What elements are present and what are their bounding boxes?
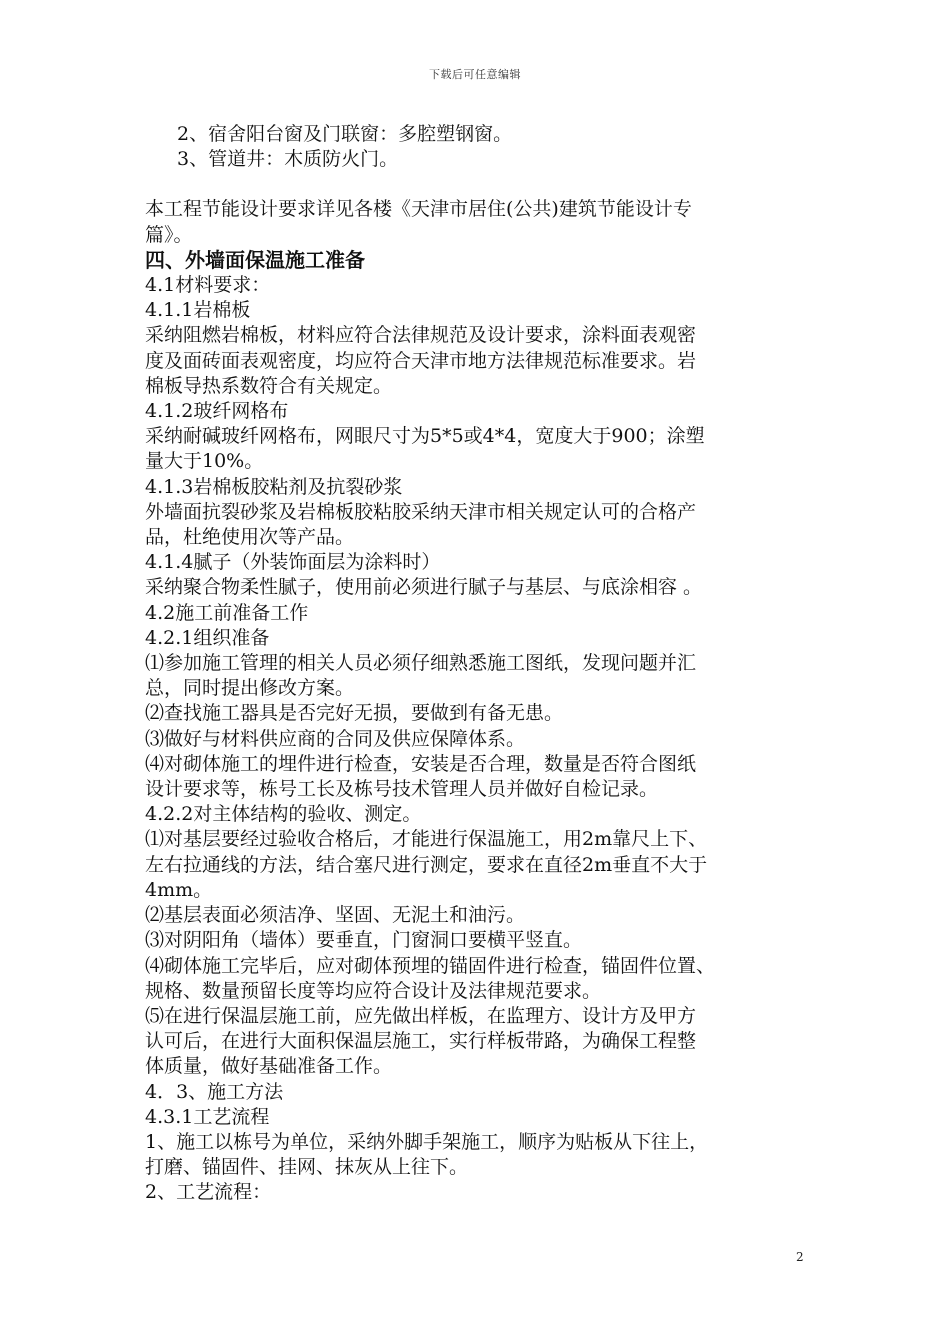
paragraph-line: 采纳阻燃岩棉板，材料应符合法律规范及设计要求，涂料面表观密 xyxy=(145,324,697,347)
paragraph-line: 量大于10%。 xyxy=(145,450,264,473)
paragraph-line: 4.1.3岩棉板胶粘剂及抗裂砂浆 xyxy=(145,475,403,498)
paragraph-line: 采纳聚合物柔性腻子，使用前必须进行腻子与基层、与底涂相容 。 xyxy=(145,576,703,599)
paragraph-line: 棉板导热系数符合有关规定。 xyxy=(145,374,393,397)
paragraph-line: 4mm。 xyxy=(145,878,213,901)
paragraph-line: 4.1材料要求： xyxy=(145,274,271,297)
paragraph-line: ⑶做好与材料供应商的合同及供应保障体系。 xyxy=(145,727,526,750)
paragraph-line: 总，同时提出修改方案。 xyxy=(145,677,355,700)
section-heading: 四、外墙面保温施工准备 xyxy=(145,247,365,272)
paragraph-line: 篇》。 xyxy=(145,223,193,246)
paragraph-line: ⑴参加施工管理的相关人员必须仔细熟悉施工图纸，发现问题并汇 xyxy=(145,652,697,675)
paragraph-line: 规格、数量预留长度等均应符合设计及法律规范要求。 xyxy=(145,979,602,1002)
paragraph-line: ⑵基层表面必须洁净、坚固、无泥土和油污。 xyxy=(145,904,526,927)
paragraph-line: 设计要求等，栋号工长及栋号技术管理人员并做好自检记录。 xyxy=(145,778,659,801)
paragraph-line: 4.2.1组织准备 xyxy=(145,626,270,649)
body-lines xyxy=(145,273,820,1206)
list-item: 2、宿舍阳台窗及门联窗：多腔塑钢窗。 xyxy=(177,123,513,145)
paragraph-line: ⑸在进行保温层施工前，应先做出样板，在监理方、设计方及甲方 xyxy=(145,1004,697,1027)
paragraph-line: 2、工艺流程： xyxy=(145,1181,272,1204)
paragraph-line: ⑶对阴阳角（墙体）要垂直，门窗洞口要横平竖直。 xyxy=(145,929,583,952)
paragraph-line: 度及面砖面表观密度，均应符合天津市地方法律规范标准要求。岩 xyxy=(145,349,697,372)
paragraph-line: ⑴对基层要经过验收合格后，才能进行保温施工，用2m靠尺上下、 xyxy=(145,828,708,851)
paragraph-line: 4.2.2对主体结构的验收、测定。 xyxy=(145,803,422,826)
paragraph-line: 1、施工以栋号为单位，采纳外脚手架施工，顺序为贴板从下往上， xyxy=(145,1130,709,1153)
document-body xyxy=(145,122,820,1206)
paragraph-line: ⑷砌体施工完毕后，应对砌体预埋的锚固件进行检查，锚固件位置、 xyxy=(145,954,716,977)
paragraph-line: 左右拉通线的方法，结合塞尺进行测定，要求在直径2m垂直不大于 xyxy=(145,853,708,876)
paragraph-line: 采纳耐碱玻纤网格布，网眼尺寸为5*5或4*4，宽度大于900；涂塑 xyxy=(145,425,705,448)
paragraph-line: ⑵查找施工器具是否完好无损，要做到有备无患。 xyxy=(145,702,564,725)
paragraph-line: 打磨、锚固件、挂网、抹灰从上往下。 xyxy=(145,1156,469,1179)
paragraph-line: 认可后，在进行大面积保温层施工，实行样板带路，为确保工程整 xyxy=(145,1030,697,1053)
paragraph-line: 4．3、施工方法 xyxy=(145,1080,284,1103)
paragraph-line: 本工程节能设计要求详见各楼《天津市居住(公共)建筑节能设计专 xyxy=(145,198,692,221)
paragraph-line: ⑷对砌体施工的埋件进行检查，安装是否合理，数量是否符合图纸 xyxy=(145,752,697,775)
page-header: 下载后可任意编辑 xyxy=(429,68,521,81)
paragraph-line: 4.1.1岩棉板 xyxy=(145,299,251,322)
paragraph-line: 品，杜绝使用次等产品。 xyxy=(145,526,355,549)
page-number: 2 xyxy=(796,1250,804,1264)
paragraph-line: 4.3.1工艺流程 xyxy=(145,1105,270,1128)
spacer xyxy=(145,172,820,197)
paragraph-line: 4.1.4腻子（外装饰面层为涂料时） xyxy=(145,551,441,574)
paragraph-line: 4.1.2玻纤网格布 xyxy=(145,400,289,423)
paragraph-line: 外墙面抗裂砂浆及岩棉板胶粘胶采纳天津市相关规定认可的合格产 xyxy=(145,500,697,523)
paragraph-line: 体质量，做好基础准备工作。 xyxy=(145,1055,393,1078)
paragraph-line: 4.2施工前准备工作 xyxy=(145,601,309,624)
list-item: 3、管道井：木质防火门。 xyxy=(177,148,399,171)
